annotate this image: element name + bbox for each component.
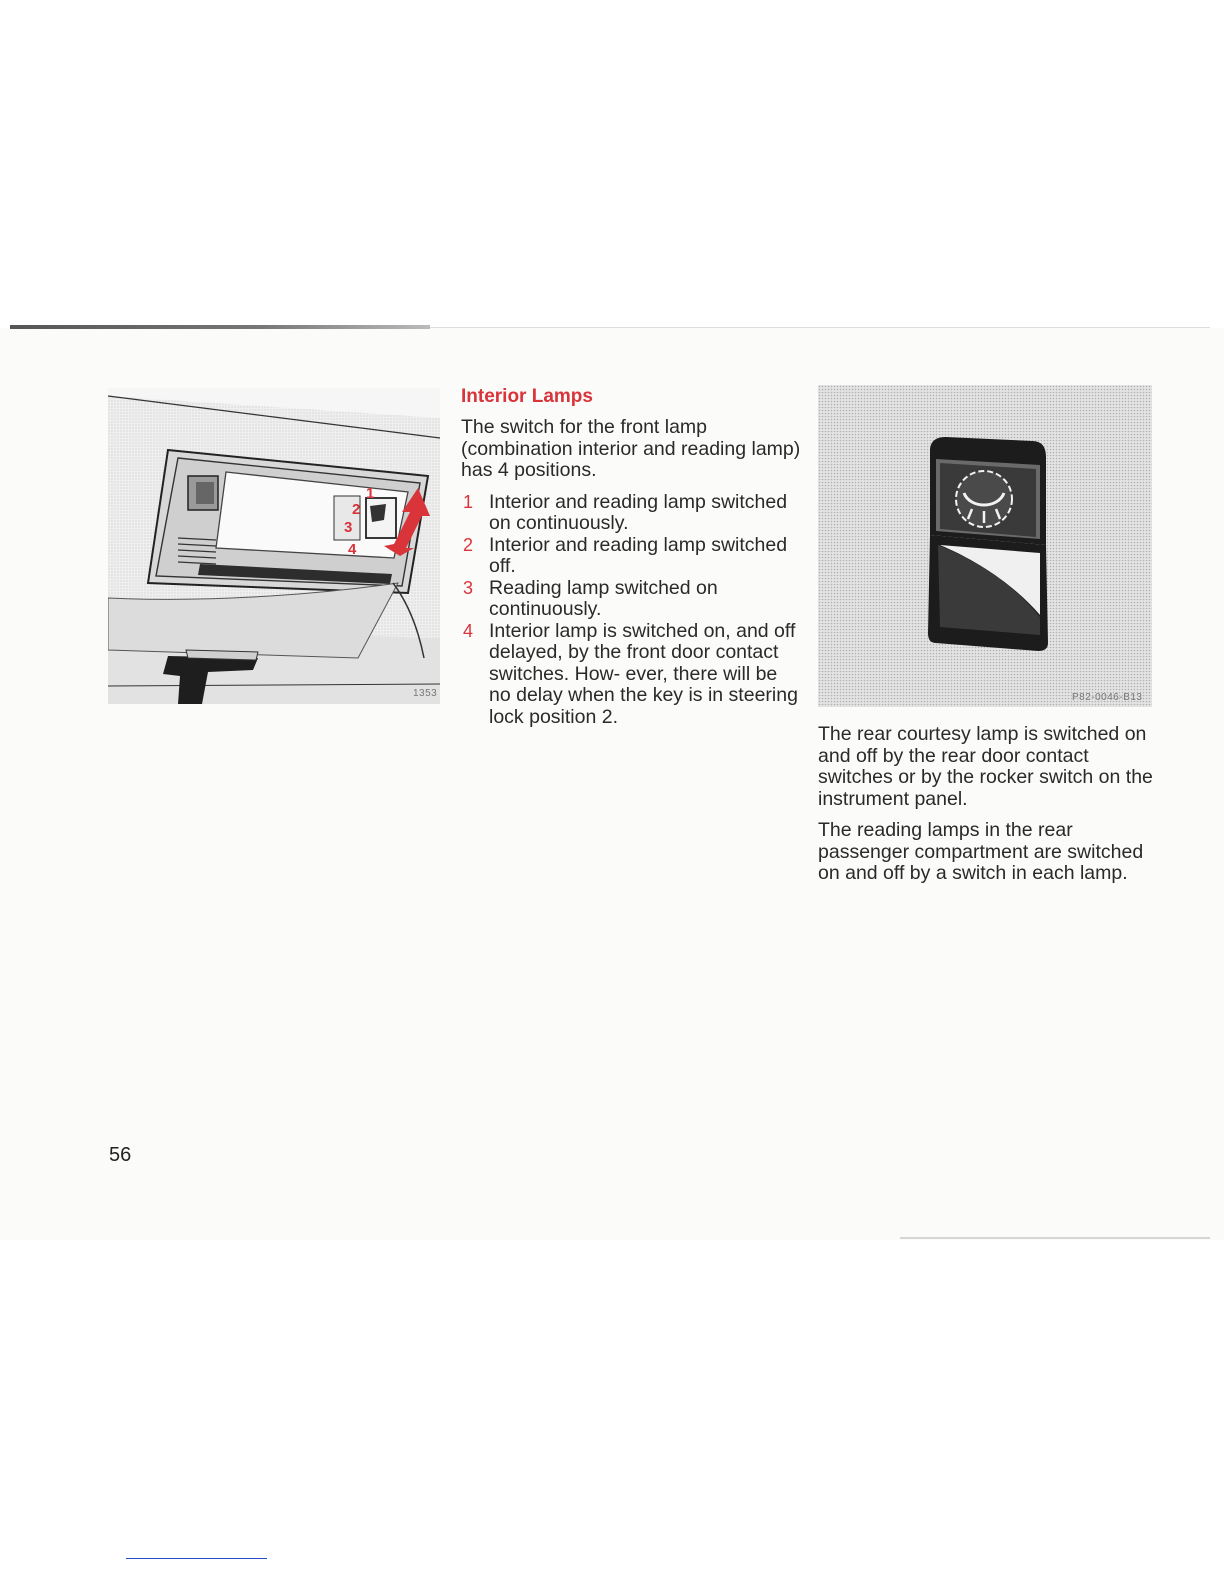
intro-paragraph: The switch for the front lamp (combination interior and reading lamp) has 4 positions. — [461, 416, 801, 481]
list-number: 2 — [463, 534, 474, 555]
page-number: 56 — [109, 1144, 132, 1166]
callout-3: 3 — [344, 519, 353, 536]
link-underline — [126, 1558, 267, 1559]
list-item — [461, 578, 801, 621]
list-item — [461, 621, 801, 729]
bottom-rule — [900, 1237, 1210, 1239]
front-lamp-drawing — [108, 388, 440, 704]
figure-left-label: 1353 — [413, 688, 438, 699]
interior-lamps-section — [461, 386, 801, 728]
list-item — [461, 535, 801, 578]
figure-right-label: P82-0046-B13 — [1072, 692, 1143, 703]
rear-courtesy-paragraph: The rear courtesy lamp is switched on and off by the rear door contact switches or by the rocker switch on the instrument panel. — [818, 723, 1153, 810]
top-rule — [10, 325, 430, 329]
callout-4: 4 — [348, 541, 357, 558]
rear-reading-paragraph: The reading lamps in the rear passenger compartment are switched on and off by a switch in each lamp. — [818, 819, 1144, 884]
list-text: Reading lamp switched on continuously. — [489, 576, 718, 620]
rear-lamps-section — [818, 724, 1158, 895]
callout-2: 2 — [352, 501, 361, 518]
list-number: 1 — [463, 491, 474, 512]
top-rule-thin — [430, 327, 1210, 328]
list-number: 3 — [463, 577, 474, 598]
list-text: Interior and reading lamp switched on continuously. — [489, 490, 788, 534]
front-lamp-illustration — [108, 388, 440, 704]
positions-list — [461, 492, 801, 729]
list-text: Interior lamp is switched on, and off delayed, by the front door contact switches. How- ever, there will be no delay when the key is in steering lock position 2. — [489, 619, 798, 728]
callout-1: 1 — [366, 485, 375, 502]
list-item — [461, 492, 801, 535]
rocker-switch-drawing — [818, 385, 1152, 707]
rocker-switch-illustration — [818, 385, 1152, 707]
section-heading: Interior Lamps — [461, 386, 593, 407]
list-number: 4 — [463, 620, 474, 641]
list-text: Interior and reading lamp switched off. — [489, 533, 788, 577]
